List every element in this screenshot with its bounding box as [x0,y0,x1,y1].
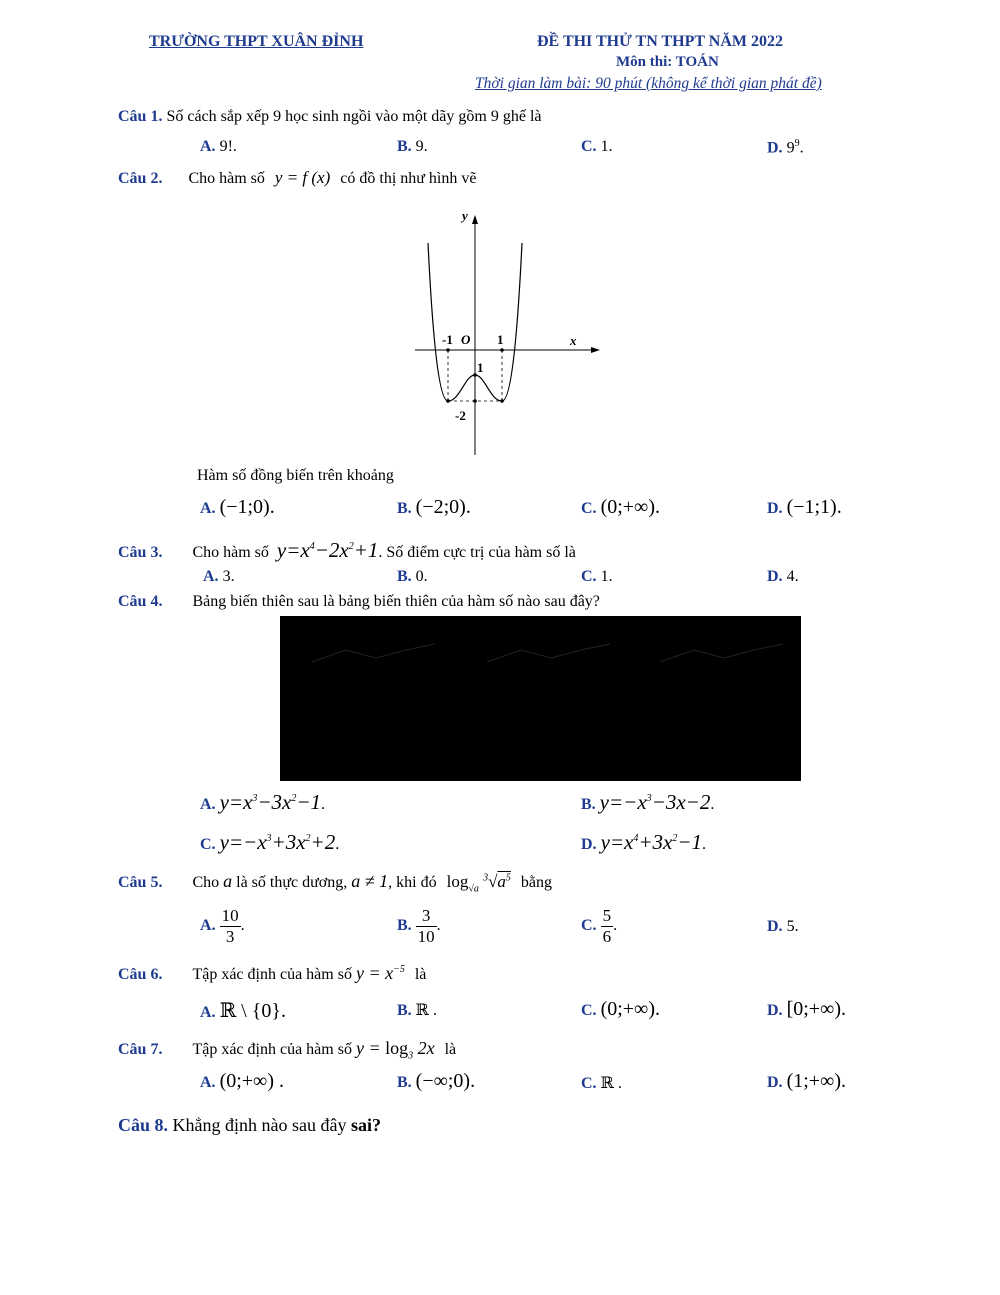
option-letter: D. [767,568,783,585]
question-text-before: Cho hàm số [188,170,265,187]
tick-label-1: 1 [497,332,504,347]
question-text: Bảng biến thiên sau là bảng biến thiên của hàm số nào sau đây? [192,593,600,610]
question-text-mid2: , khi đó [388,874,437,891]
question-text-before: Tập xác định của hàm số [192,1041,352,1058]
question-label: Câu 2. [118,170,163,187]
q6-option-c[interactable] [581,998,660,1021]
option-fraction: $\frac{5}{6}$ [602,906,612,946]
q7-option-c[interactable] [581,1073,622,1093]
option-text: 3. [222,568,235,585]
option-text: (0;+∞). [600,496,660,518]
question-label: Câu 7. [118,1041,163,1058]
option-text: 9. [415,138,428,155]
q7-option-b[interactable] [397,1070,475,1093]
question-1 [118,108,542,126]
q1-option-b[interactable] [397,138,428,156]
option-letter: C. [581,917,597,935]
option-letter: B. [397,917,412,935]
question-label: Câu 5. [118,874,163,891]
log-expression: $\log_{√a} ^3√a^5$ [446,872,511,895]
q2-option-b[interactable] [397,496,471,519]
option-letter: D. [767,1074,783,1091]
point-min-left [446,399,450,403]
option-text: (−∞;0). [415,1070,476,1092]
option-letter: B. [581,796,596,813]
option-fraction: $\frac{10}{3}$ [221,906,239,946]
point-x-1 [500,348,504,352]
q2-subquestion: Hàm số đồng biến trên khoảng [197,467,394,484]
condition-a: a ≠ 1 [351,871,389,891]
option-formula: $y=x^4+3x^2-1$ [600,830,703,854]
option-letter: B. [397,1002,412,1019]
point-min-right [500,399,504,403]
q4-option-c[interactable]: C. $y=-x^3+3x^2+2$. [200,830,340,854]
q3-option-b[interactable] [397,568,428,586]
option-letter: D. [767,918,783,935]
option-letter: D. [767,139,783,157]
q4-option-d[interactable]: D. $y=x^4+3x^2-1$. [581,830,707,854]
option-text: (0;+∞) . [219,1070,284,1092]
question-formula: $y = x^{-5}$ [355,963,405,983]
q1-option-c[interactable] [581,138,613,156]
question-text-before: Cho hàm số [192,544,269,561]
q6-option-d[interactable] [767,998,846,1021]
school-name: TRƯỜNG THPT XUÂN ĐỈNH [149,33,364,50]
option-formula: $y=x^3-3x^2-1$ [219,790,322,814]
question-text-after: bằng [520,874,553,891]
option-letter: A. [200,138,216,155]
option-text: 9!. [219,138,237,155]
q6-option-b[interactable] [397,1000,437,1020]
option-letter: D. [581,836,597,853]
question-text-after: là [444,1041,457,1058]
option-text: [0;+∞). [786,998,846,1020]
q2-option-c[interactable] [581,496,660,519]
question-text: Số cách sắp xếp 9 học sinh ngồi vào một dãy gồm 9 ghế là [166,108,542,125]
option-formula: $y=-x^3-3x-2$ [599,790,711,814]
q6-option-a[interactable] [200,998,286,1023]
option-text: 1. [600,138,613,155]
option-letter: A. [203,568,219,585]
origin-label: O [461,332,471,347]
x-axis-label: x [570,333,577,348]
option-letter: D. [767,1002,783,1019]
question-text-after: là [414,966,427,983]
question-formula: y = f (x) [274,168,331,187]
option-formula: $y=-x^3+3x^2+2$ [219,830,336,854]
q7-option-a[interactable] [200,1070,284,1093]
question-2 [118,168,476,188]
point-y-neg2 [473,399,477,403]
option-text: 4. [786,568,799,585]
function-graph [410,205,610,460]
exam-time: Thời gian làm bài: 90 phút (không kể thời gian phát đề) [475,75,822,92]
exam-subject: Môn thi: TOÁN [616,54,719,70]
y-axis-arrow [472,215,478,224]
q3-option-c[interactable] [581,568,613,586]
option-text: 5. [786,918,799,935]
option-letter: C. [581,568,597,585]
question-8 [118,1115,381,1136]
option-letter: B. [397,138,412,155]
question-3 [118,538,576,563]
option-text: (−2;0). [415,496,471,518]
question-5 [118,871,552,894]
question-label: Câu 8. [118,1115,169,1135]
question-emphasis: sai? [350,1115,381,1135]
option-text: (1;+∞). [786,1070,846,1092]
option-letter: A. [200,1074,216,1091]
q5-option-d[interactable] [767,918,799,936]
option-text: ℝ . [415,1002,437,1019]
question-text-after: có đồ thị như hình vẽ [340,170,477,187]
option-letter: A. [200,796,216,813]
question-formula: $y = \log_3 2x$ [355,1038,435,1062]
option-letter: C. [581,138,597,155]
variation-table-arrows [280,616,801,781]
variable-a: a [223,871,233,891]
question-7 [118,1038,456,1062]
option-letter: B. [397,568,412,585]
q5-option-b[interactable]: B. $\frac{3}{10}$ . [397,906,441,946]
q2-option-a[interactable] [200,496,275,519]
option-text: (0;+∞). [600,998,660,1020]
question-text: Khẳng định nào sau đây [172,1115,347,1135]
question-text-before: Tập xác định của hàm số [192,966,352,983]
y-axis-label: y [462,208,468,223]
q4-option-b[interactable]: B. $y=-x^3-3x-2$. [581,790,715,814]
q1-option-a[interactable] [200,138,237,156]
x-axis-arrow [591,347,600,353]
question-label: Câu 1. [118,108,163,125]
q2-option-d[interactable] [767,496,842,519]
option-text: 0. [415,568,428,585]
option-base: 9 [786,139,795,157]
question-label: Câu 4. [118,593,163,610]
exam-title: ĐỀ THI THỬ TN THPT NĂM 2022 [537,33,783,50]
option-letter: D. [767,500,783,517]
question-4 [118,593,600,611]
question-text-after: . Số điểm cực trị của hàm số là [378,544,576,561]
option-letter: A. [200,1004,216,1021]
question-text-mid: là số thực dương, [236,874,348,891]
option-text: (−1;0). [219,496,275,518]
option-letter: C. [581,500,597,517]
option-letter: A. [200,500,216,517]
question-label: Câu 3. [118,544,163,561]
option-letter: C. [581,1075,597,1092]
value-label-1: 1 [477,360,484,375]
q3-option-d[interactable] [767,568,799,586]
question-text-before: Cho [192,874,220,891]
option-letter: B. [397,1074,412,1091]
option-letter: C. [581,1002,597,1019]
option-letter: B. [397,500,412,517]
question-6 [118,963,426,984]
option-exponent: 9 [794,138,800,149]
q1-option-d[interactable] [767,138,804,157]
question-label: Câu 6. [118,966,163,983]
point-x-neg1 [446,348,450,352]
tick-label-neg1: -1 [442,332,453,347]
q5-option-c[interactable]: C. $\frac{5}{6}$ . [581,906,618,946]
q7-option-d[interactable] [767,1070,846,1093]
q5-option-a[interactable]: A. $\frac{10}{3}$ . [200,906,245,946]
option-letter: A. [200,917,216,935]
option-text: 1. [600,568,613,585]
option-letter: C. [200,836,216,853]
option-tail: . [799,139,804,157]
q3-option-a[interactable] [203,568,235,586]
option-text: ℝ \ {0}. [219,1000,286,1022]
question-formula: $y=x^4-2x^2+1$ [276,538,379,562]
value-label-neg2: -2 [455,408,466,423]
q4-option-a[interactable]: A. $y=x^3-3x^2-1$. [200,790,326,814]
variation-table-image [280,616,801,781]
option-fraction: $\frac{3}{10}$ [417,906,435,946]
option-text: ℝ . [600,1075,622,1092]
option-text: (−1;1). [786,496,842,518]
